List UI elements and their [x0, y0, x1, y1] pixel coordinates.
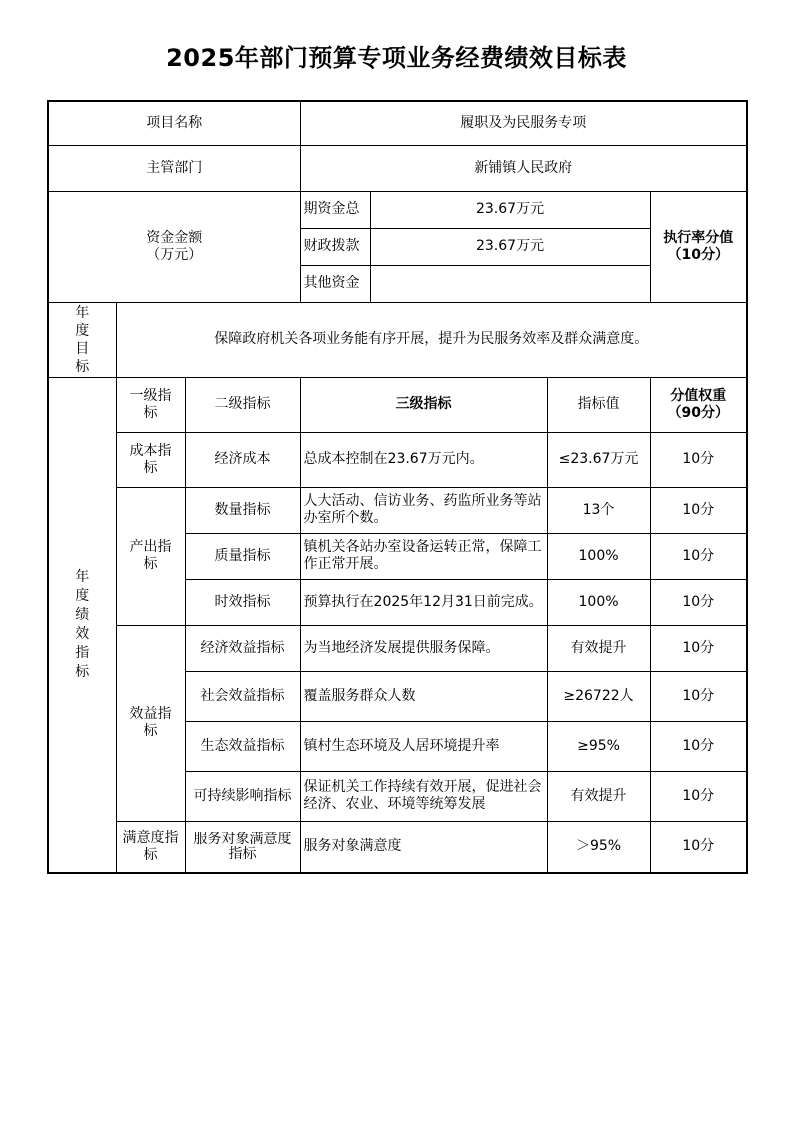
satisfaction-level2: 服务对象满意度指标 [185, 821, 300, 873]
benefit-social-level3: 覆盖服务群众人数 [300, 671, 547, 721]
benefit-sustainable-level3: 保证机关工作持续有效开展，促进社会经济、农业、环境等统筹发展 [300, 771, 547, 821]
funds-label: 资金金额 [146, 229, 203, 246]
header-level2: 二级指标 [185, 377, 300, 432]
funds-other-value [370, 265, 650, 302]
output-quality-score: 10分 [650, 533, 747, 579]
benefit-sustainable-level2: 可持续影响指标 [185, 771, 300, 821]
project-name-label: 项目名称 [48, 101, 300, 145]
page-title: 2025年部门预算专项业务经费绩效目标表 [166, 44, 627, 72]
department-label: 主管部门 [48, 145, 300, 191]
funds-row-total [48, 191, 747, 228]
header-level1: 一级指标 [116, 377, 185, 432]
benefit-sustainable-value: 有效提升 [547, 771, 650, 821]
cost-level2: 经济成本 [185, 432, 300, 487]
cost-score: 10分 [650, 432, 747, 487]
output-quantity-level2: 数量指标 [185, 487, 300, 533]
satisfaction-row [48, 821, 747, 873]
output-level1: 产出指标 [116, 487, 185, 625]
funds-label-cell [48, 191, 300, 302]
exec-rate-score: （10分） [667, 246, 730, 263]
annual-goal-row [48, 302, 747, 377]
funds-total-label: 期资金总 [300, 191, 370, 228]
output-timeliness-value: 100% [547, 579, 650, 625]
performance-table [47, 100, 748, 874]
cost-value: ≤23.67万元 [547, 432, 650, 487]
funds-total-value: 23.67万元 [370, 191, 650, 228]
benefit-social-score: 10分 [650, 671, 747, 721]
benefit-row-economic [48, 625, 747, 671]
header-value: 指标值 [547, 377, 650, 432]
output-timeliness-level2: 时效指标 [185, 579, 300, 625]
indicators-section-label: 年度绩效指标 [75, 568, 90, 680]
cost-level3: 总成本控制在23.67万元内。 [300, 432, 547, 487]
benefit-social-level2: 社会效益指标 [185, 671, 300, 721]
output-timeliness-score: 10分 [650, 579, 747, 625]
project-name-row [48, 101, 747, 145]
benefit-sustainable-score: 10分 [650, 771, 747, 821]
output-quality-level3: 镇机关各站办室设备运转正常，保障工作正常开展。 [300, 533, 547, 579]
funds-unit: （万元） [146, 246, 203, 263]
cost-row [48, 432, 747, 487]
satisfaction-score: 10分 [650, 821, 747, 873]
output-quality-level2: 质量指标 [185, 533, 300, 579]
header-weight: 分值权重 （90分） [650, 377, 747, 432]
cost-level1: 成本指标 [116, 432, 185, 487]
exec-rate-cell [650, 191, 747, 302]
satisfaction-level1: 满意度指标 [116, 821, 185, 873]
output-quantity-score: 10分 [650, 487, 747, 533]
benefit-level1: 效益指标 [116, 625, 185, 821]
indicators-header-row [48, 377, 747, 432]
project-name-value: 履职及为民服务专项 [300, 101, 747, 145]
benefit-economic-level3: 为当地经济发展提供服务保障。 [300, 625, 547, 671]
benefit-economic-value: 有效提升 [547, 625, 650, 671]
header-level3: 三级指标 [300, 377, 547, 432]
output-row-quantity [48, 487, 747, 533]
benefit-ecological-score: 10分 [650, 721, 747, 771]
department-value: 新铺镇人民政府 [300, 145, 747, 191]
department-row [48, 145, 747, 191]
satisfaction-level3: 服务对象满意度 [300, 821, 547, 873]
annual-goal-label: 年度目标 [75, 304, 90, 375]
funds-other-label: 其他资金 [300, 265, 370, 302]
funds-fiscal-label: 财政拨款 [300, 228, 370, 265]
indicators-section-cell [48, 377, 116, 873]
output-quantity-level3: 人大活动、信访业务、药监所业务等站办室所个数。 [300, 487, 547, 533]
output-timeliness-level3: 预算执行在2025年12月31日前完成。 [300, 579, 547, 625]
output-quality-value: 100% [547, 533, 650, 579]
satisfaction-value: ＞95% [547, 821, 650, 873]
benefit-social-value: ≥26722人 [547, 671, 650, 721]
funds-fiscal-value: 23.67万元 [370, 228, 650, 265]
annual-goal-label-cell [48, 302, 116, 377]
output-quantity-value: 13个 [547, 487, 650, 533]
annual-goal-text: 保障政府机关各项业务能有序开展，提升为民服务效率及群众满意度。 [116, 302, 747, 377]
benefit-economic-level2: 经济效益指标 [185, 625, 300, 671]
benefit-ecological-value: ≥95% [547, 721, 650, 771]
benefit-economic-score: 10分 [650, 625, 747, 671]
benefit-ecological-level2: 生态效益指标 [185, 721, 300, 771]
benefit-ecological-level3: 镇村生态环境及人居环境提升率 [300, 721, 547, 771]
exec-rate-label: 执行率分值 [663, 229, 734, 246]
